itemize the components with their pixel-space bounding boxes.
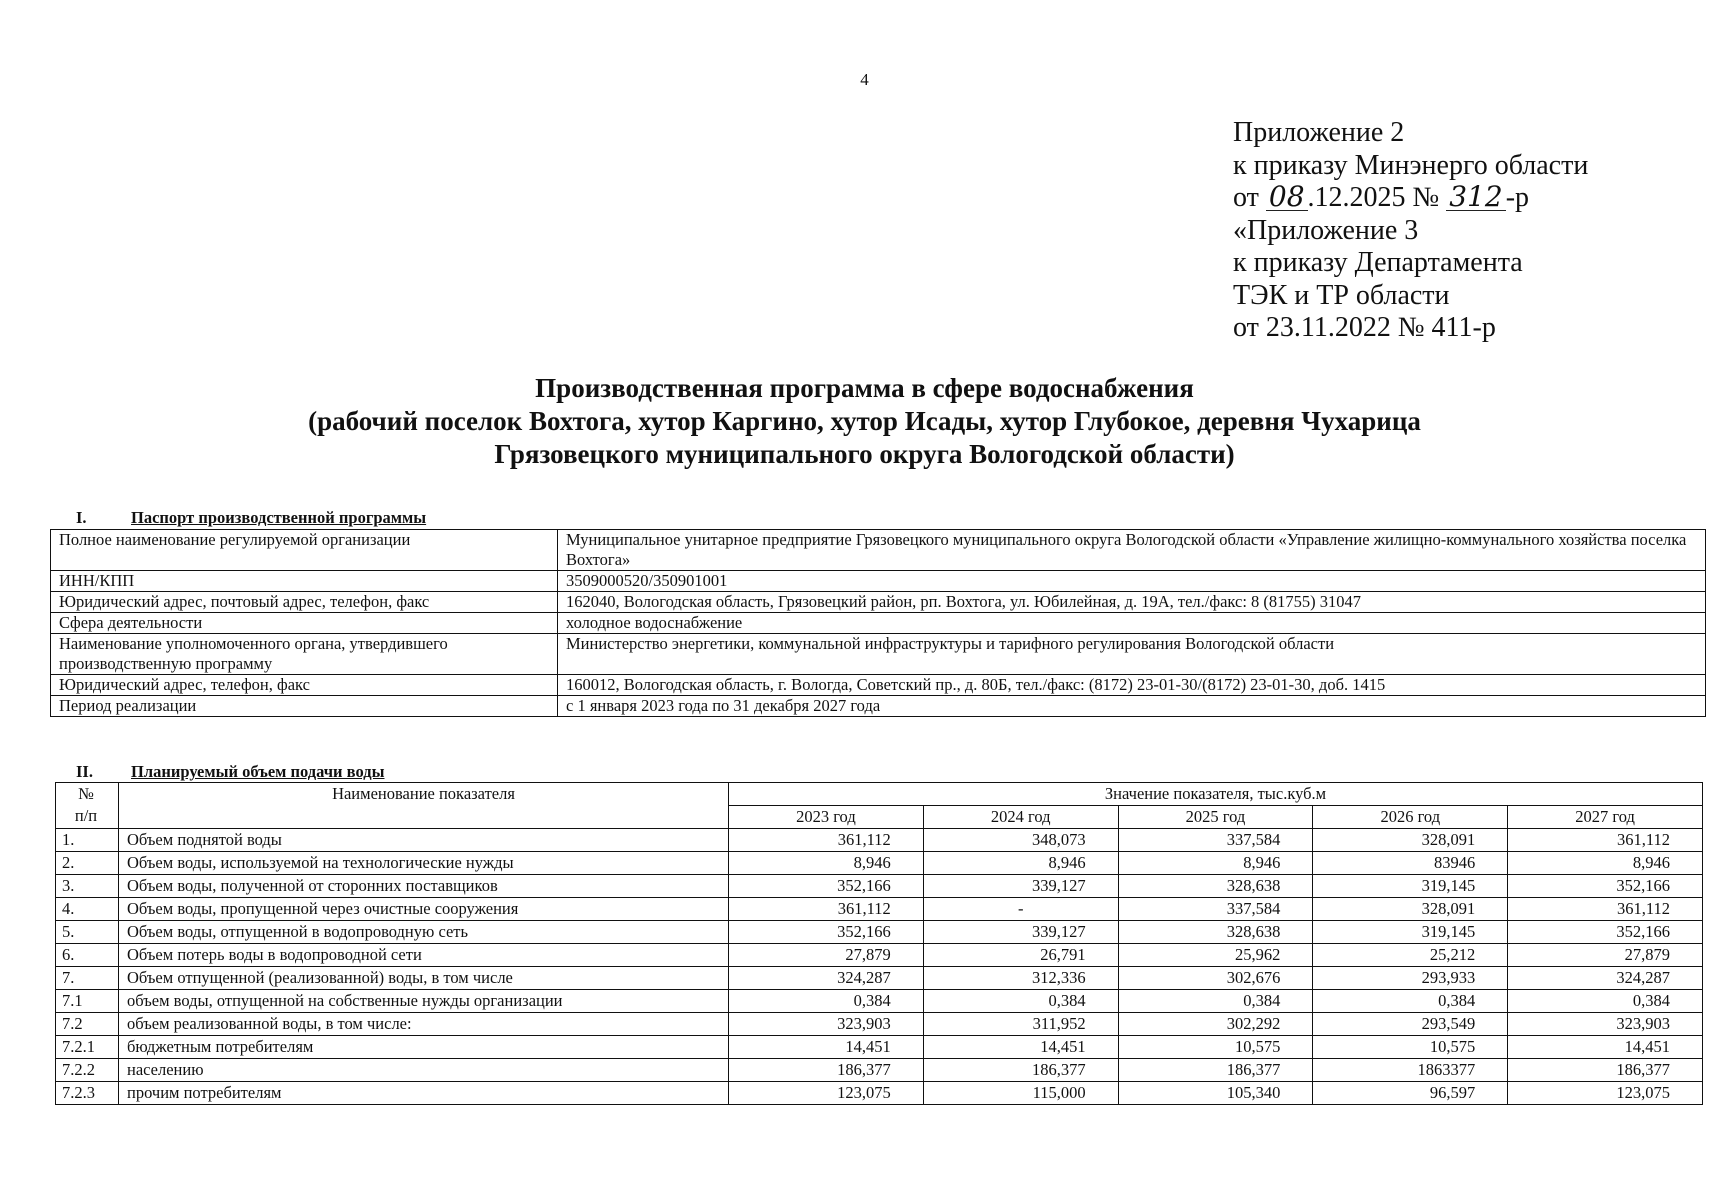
table-row <box>51 696 1706 717</box>
value-cell: 311,952 <box>923 1013 1118 1036</box>
appendix-line: к приказу Департамента <box>1233 247 1523 278</box>
value-cell: 312,336 <box>923 967 1118 990</box>
value-cell: 10,575 <box>1313 1036 1508 1059</box>
value-cell: 352,166 <box>729 921 924 944</box>
table-row <box>56 990 1703 1013</box>
appendix-line: Приложение 2 <box>1233 117 1405 148</box>
table-row <box>56 1082 1703 1105</box>
indicator-name: Объем воды, используемой на технологические нужды <box>119 852 729 875</box>
passport-label: Юридический адрес, телефон, факс <box>51 675 558 696</box>
table-row <box>51 592 1706 613</box>
value-cell: 186,377 <box>729 1059 924 1082</box>
appendix-date-prefix: от <box>1233 182 1259 213</box>
row-number: 2. <box>56 852 119 875</box>
passport-value: 3509000520/350901001 <box>558 571 1706 592</box>
value-cell: 115,000 <box>923 1082 1118 1105</box>
value-cell: 352,166 <box>729 875 924 898</box>
value-cell: 186,377 <box>1118 1059 1313 1082</box>
table-row <box>56 921 1703 944</box>
passport-label: Полное наименование регулируемой организации <box>51 530 558 571</box>
value-cell: 0,384 <box>1508 990 1703 1013</box>
value-cell: 328,091 <box>1313 829 1508 852</box>
value-cell: 10,575 <box>1118 1036 1313 1059</box>
section-1-heading <box>76 508 426 528</box>
col-no-header <box>56 783 119 829</box>
indicator-name: населению <box>119 1059 729 1082</box>
year-header: 2024 год <box>923 806 1118 829</box>
value-cell: 0,384 <box>923 990 1118 1013</box>
value-cell: 293,933 <box>1313 967 1508 990</box>
value-cell: 96,597 <box>1313 1082 1508 1105</box>
value-cell: 83946 <box>1313 852 1508 875</box>
row-number: 6. <box>56 944 119 967</box>
row-number: 7.1 <box>56 990 119 1013</box>
appendix-date-suffix: -р <box>1505 182 1530 213</box>
value-cell: 323,903 <box>1508 1013 1703 1036</box>
value-cell: 302,676 <box>1118 967 1313 990</box>
passport-value: Министерство энергетики, коммунальной инфраструктуры и тарифного регулирования Вологодской области <box>558 634 1706 675</box>
appendix-line: «Приложение 3 <box>1233 214 1419 246</box>
indicator-name: Объем отпущенной (реализованной) воды, в том числе <box>119 967 729 990</box>
indicator-name: объем воды, отпущенной на собственные нужды организации <box>119 990 729 1013</box>
table-row <box>56 829 1703 852</box>
row-number: 7. <box>56 967 119 990</box>
appendix-line: от 23.11.2022 № 411-р <box>1233 312 1496 343</box>
appendix-line: к приказу Минэнерго области <box>1233 149 1589 181</box>
passport-table <box>50 529 1706 717</box>
passport-label: Наименование уполномоченного органа, утвердившего производственную программу <box>51 634 558 675</box>
table-header-row <box>56 783 1703 806</box>
value-cell: 25,212 <box>1313 944 1508 967</box>
indicator-name: объем реализованной воды, в том числе: <box>119 1013 729 1036</box>
passport-value: 162040, Вологодская область, Грязовецкий район, рп. Вохтога, ул. Юбилейная, д. 19А, тел./факс: 8 (81755) 31047 <box>558 592 1706 613</box>
indicator-name: Объем поднятой воды <box>119 829 729 852</box>
value-cell: 0,384 <box>1313 990 1508 1013</box>
value-cell: 328,091 <box>1313 898 1508 921</box>
row-number: 3. <box>56 875 119 898</box>
table-row <box>51 571 1706 592</box>
value-cell: 8,946 <box>1118 852 1313 875</box>
year-header: 2027 год <box>1508 806 1703 829</box>
value-cell: 339,127 <box>923 921 1118 944</box>
handwritten-day: 08 <box>1266 184 1308 211</box>
value-cell: 361,112 <box>1508 898 1703 921</box>
passport-label: Юридический адрес, почтовый адрес, телефон, факс <box>51 592 558 613</box>
value-cell: 14,451 <box>923 1036 1118 1059</box>
table-row <box>56 1059 1703 1082</box>
value-cell: 14,451 <box>1508 1036 1703 1059</box>
value-cell: 337,584 <box>1118 829 1313 852</box>
value-cell: 105,340 <box>1118 1082 1313 1105</box>
passport-value: холодное водоснабжение <box>558 613 1706 634</box>
section-title: Паспорт производственной программы <box>131 508 427 527</box>
col-name-header: Наименование показателя <box>119 783 729 829</box>
table-row <box>56 1036 1703 1059</box>
appendix-date-mid: .12.2025 № <box>1307 182 1440 213</box>
row-number: 7.2.3 <box>56 1082 119 1105</box>
section-2-heading <box>76 762 385 782</box>
passport-label: ИНН/КПП <box>51 571 558 592</box>
document-title <box>0 372 1729 471</box>
table-row <box>56 1013 1703 1036</box>
value-cell: 0,384 <box>1118 990 1313 1013</box>
value-cell: 337,584 <box>1118 898 1313 921</box>
table-row <box>51 530 1706 571</box>
year-header: 2023 год <box>729 806 924 829</box>
value-cell: 14,451 <box>729 1036 924 1059</box>
value-cell: 361,112 <box>1508 829 1703 852</box>
value-cell: 324,287 <box>729 967 924 990</box>
row-number: 7.2 <box>56 1013 119 1036</box>
passport-value: 160012, Вологодская область, г. Вологда, Советский пр., д. 80Б, тел./факс: (8172) 23-01-30/(8172) 23-01-30, доб. 1415 <box>558 675 1706 696</box>
value-cell: 8,946 <box>729 852 924 875</box>
table-row <box>56 898 1703 921</box>
table-row <box>56 875 1703 898</box>
value-cell: 352,166 <box>1508 875 1703 898</box>
indicator-name: Объем воды, отпущенной в водопроводную сеть <box>119 921 729 944</box>
value-cell: 324,287 <box>1508 967 1703 990</box>
table-row <box>51 675 1706 696</box>
year-header: 2026 год <box>1313 806 1508 829</box>
table-row <box>56 944 1703 967</box>
indicator-name: Объем воды, полученной от сторонних поставщиков <box>119 875 729 898</box>
value-cell: 328,638 <box>1118 875 1313 898</box>
indicator-name: Объем потерь воды в водопроводной сети <box>119 944 729 967</box>
year-header: 2025 год <box>1118 806 1313 829</box>
indicator-name: Объем воды, пропущенной через очистные сооружения <box>119 898 729 921</box>
value-cell: 8,946 <box>1508 852 1703 875</box>
value-cell: 123,075 <box>1508 1082 1703 1105</box>
title-line: Грязовецкого муниципального округа Вологодской области) <box>494 439 1235 469</box>
value-cell: 323,903 <box>729 1013 924 1036</box>
passport-label: Сфера деятельности <box>51 613 558 634</box>
col-no-line: п/п <box>74 806 98 825</box>
section-number: I. <box>76 508 87 527</box>
row-number: 1. <box>56 829 119 852</box>
passport-label: Период реализации <box>51 696 558 717</box>
value-cell: 361,112 <box>729 829 924 852</box>
table-row <box>56 967 1703 990</box>
value-cell: 339,127 <box>923 875 1118 898</box>
table-row <box>56 852 1703 875</box>
section-number: II. <box>76 762 93 781</box>
row-number: 4. <box>56 898 119 921</box>
passport-value: Муниципальное унитарное предприятие Грязовецкого муниципального округа Вологодской области «Управление жилищно-коммунального хозяйства поселка Вохтога» <box>558 530 1706 571</box>
value-cell: 352,166 <box>1508 921 1703 944</box>
value-cell: 319,145 <box>1313 875 1508 898</box>
value-cell: 361,112 <box>729 898 924 921</box>
title-line: Производственная программа в сфере водоснабжения <box>535 373 1194 403</box>
value-cell: 302,292 <box>1118 1013 1313 1036</box>
row-number: 5. <box>56 921 119 944</box>
col-values-header: Значение показателя, тыс.куб.м <box>729 783 1703 806</box>
section-title: Планируемый объем подачи воды <box>131 762 385 781</box>
title-line: (рабочий поселок Вохтога, хутор Каргино, хутор Исады, хутор Глубокое, деревня Чухарица <box>308 406 1421 436</box>
indicator-name: прочим потребителям <box>119 1082 729 1105</box>
value-cell: 186,377 <box>923 1059 1118 1082</box>
value-cell: 319,145 <box>1313 921 1508 944</box>
appendix-line: ТЭК и ТР области <box>1233 279 1450 311</box>
water-volume-table <box>55 782 1703 1105</box>
appendix-block <box>1233 117 1588 345</box>
value-cell: 293,549 <box>1313 1013 1508 1036</box>
indicator-name: бюджетным потребителям <box>119 1036 729 1059</box>
passport-value: с 1 января 2023 года по 31 декабря 2027 года <box>558 696 1706 717</box>
row-number: 7.2.2 <box>56 1059 119 1082</box>
value-cell: 8,946 <box>923 852 1118 875</box>
value-cell: 1863377 <box>1313 1059 1508 1082</box>
page-number: 4 <box>860 70 869 89</box>
appendix-date-line <box>1233 182 1588 215</box>
value-cell: 25,962 <box>1118 944 1313 967</box>
value-cell: 26,791 <box>923 944 1118 967</box>
col-no-line: № <box>78 784 94 803</box>
table-row <box>51 634 1706 675</box>
value-cell: 186,377 <box>1508 1059 1703 1082</box>
handwritten-number: 312 <box>1446 184 1505 211</box>
value-cell: 0,384 <box>729 990 924 1013</box>
value-cell: 27,879 <box>729 944 924 967</box>
value-cell: - <box>923 898 1118 921</box>
value-cell: 348,073 <box>923 829 1118 852</box>
value-cell: 123,075 <box>729 1082 924 1105</box>
table-row <box>51 613 1706 634</box>
value-cell: 27,879 <box>1508 944 1703 967</box>
value-cell: 328,638 <box>1118 921 1313 944</box>
row-number: 7.2.1 <box>56 1036 119 1059</box>
